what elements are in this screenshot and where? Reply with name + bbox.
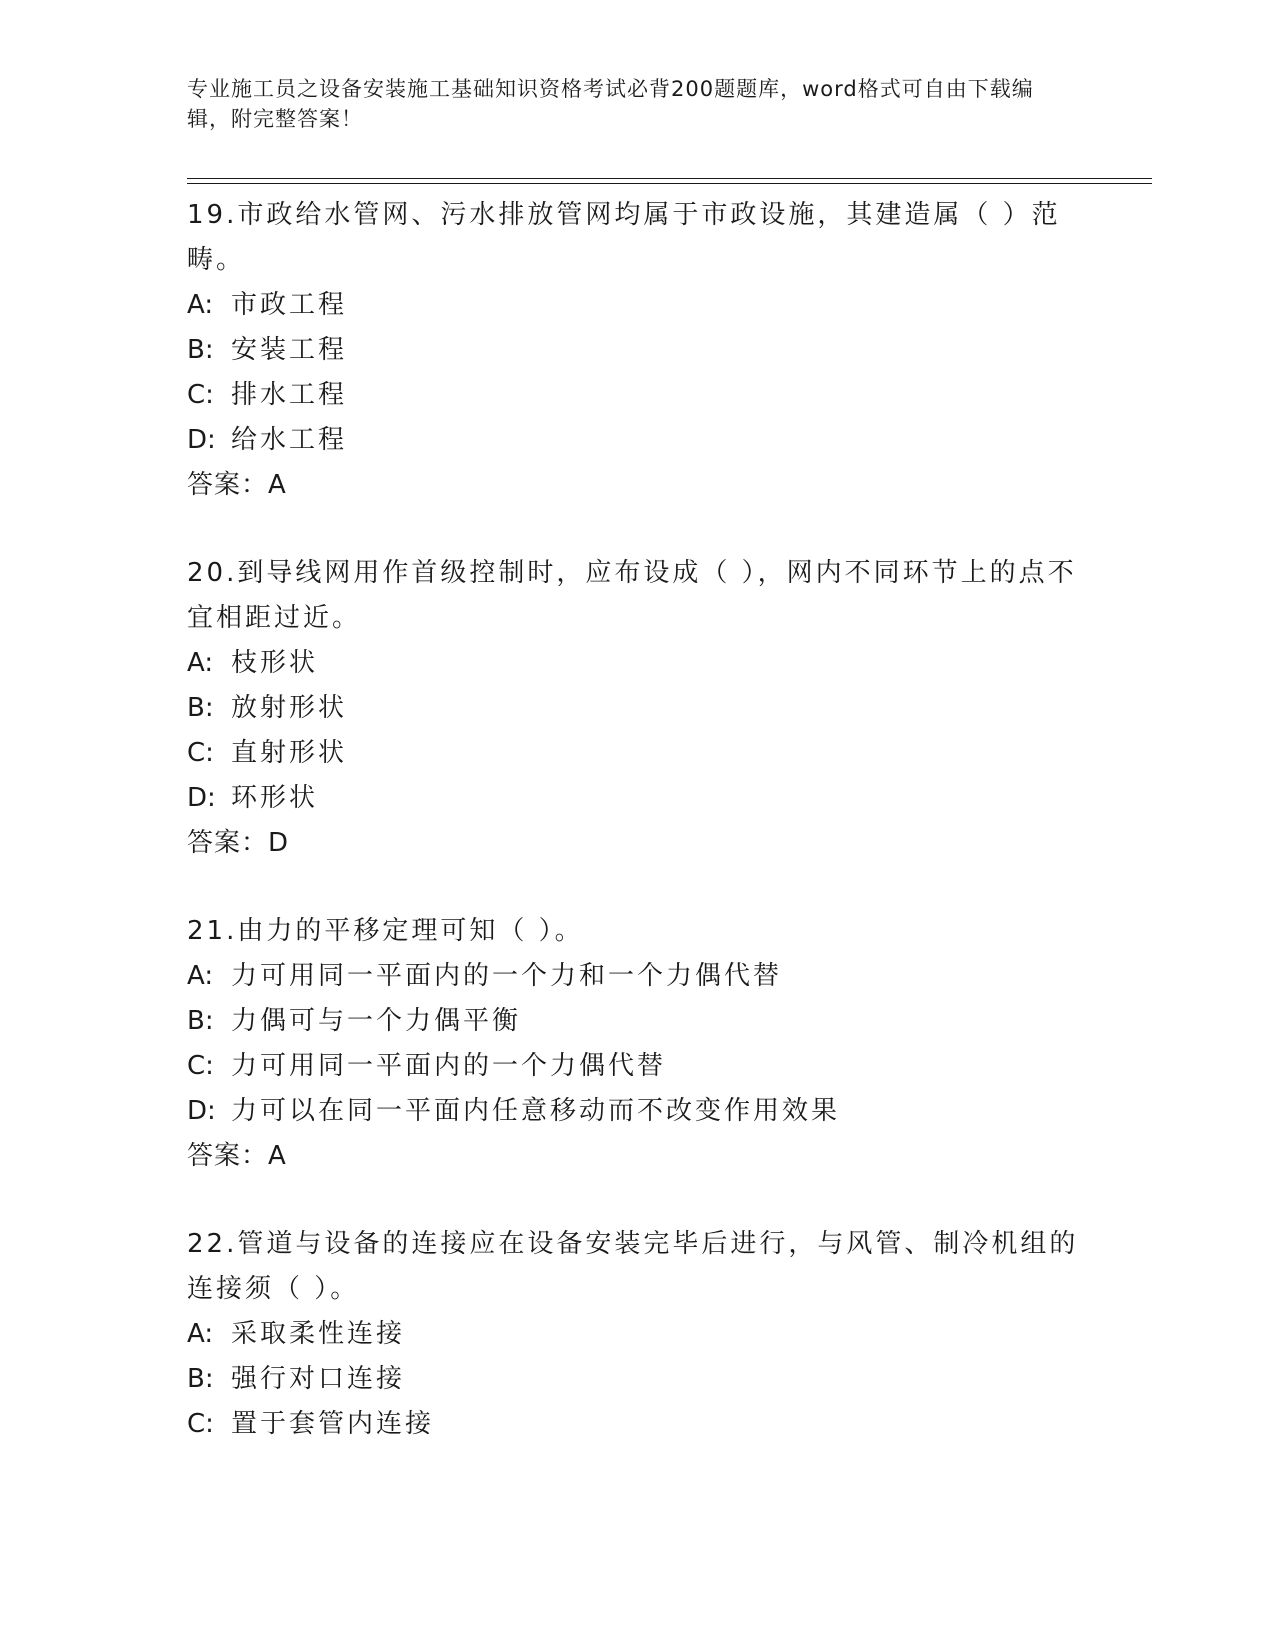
option-b	[187, 999, 1087, 1044]
question-21	[187, 909, 1087, 1179]
question-stem: 19.市政给水管网、污水排放管网均属于市政设施，其建造属（ ）范畴。	[187, 200, 1061, 275]
option-d	[187, 418, 1087, 463]
option-text: 采取柔性连接	[231, 1319, 406, 1349]
option-letter: B:	[187, 1006, 214, 1036]
option-text: 置于套管内连接	[231, 1409, 435, 1439]
option-text: 力可用同一平面内的一个力和一个力偶代替	[231, 961, 783, 991]
answer-line	[187, 821, 1087, 866]
option-c	[187, 1044, 1087, 1089]
option-letter: B:	[187, 335, 214, 365]
option-d	[187, 1089, 1087, 1134]
option-b	[187, 686, 1087, 731]
option-text: 枝形状	[231, 648, 319, 678]
option-a	[187, 283, 1087, 328]
option-text: 市政工程	[231, 290, 348, 320]
option-letter: D:	[187, 425, 216, 455]
header-divider-bottom	[187, 183, 1152, 184]
option-letter: C:	[187, 1051, 214, 1081]
option-c	[187, 373, 1087, 418]
option-letter: A:	[187, 290, 214, 320]
answer-line	[187, 463, 1087, 508]
option-text: 强行对口连接	[231, 1364, 406, 1394]
option-text: 给水工程	[231, 425, 348, 455]
option-letter: D:	[187, 1096, 216, 1126]
option-letter: A:	[187, 1319, 214, 1349]
option-letter: C:	[187, 1409, 214, 1439]
option-a	[187, 954, 1087, 999]
option-a	[187, 641, 1087, 686]
answer-label: 答案：	[187, 470, 269, 500]
option-text: 力可以在同一平面内任意移动而不改变作用效果	[231, 1096, 841, 1126]
option-c	[187, 731, 1087, 776]
option-letter: A:	[187, 961, 214, 991]
option-text: 直射形状	[231, 738, 348, 768]
option-letter: A:	[187, 648, 214, 678]
answer-value: A	[268, 1141, 287, 1171]
option-letter: D:	[187, 783, 216, 813]
document-header: 专业施工员之设备安装施工基础知识资格考试必背200题题库，word格式可自由下载编辑，附完整答案！	[187, 77, 1034, 131]
answer-value: A	[268, 470, 287, 500]
question-stem: 20.到导线网用作首级控制时，应布设成（ ），网内不同环节上的点不宜相距过近。	[187, 558, 1077, 633]
option-b	[187, 1357, 1087, 1402]
option-text: 力可用同一平面内的一个力偶代替	[231, 1051, 667, 1081]
option-d	[187, 776, 1087, 821]
answer-label: 答案：	[187, 828, 269, 858]
question-22	[187, 1222, 1087, 1447]
option-text: 排水工程	[231, 380, 348, 410]
option-a	[187, 1312, 1087, 1357]
option-letter: C:	[187, 738, 214, 768]
option-c	[187, 1402, 1087, 1447]
question-stem: 22.管道与设备的连接应在设备安装完毕后进行，与风管、制冷机组的连接须（ ）。	[187, 1229, 1079, 1304]
question-19	[187, 193, 1087, 508]
option-text: 力偶可与一个力偶平衡	[231, 1006, 522, 1036]
option-text: 放射形状	[231, 693, 348, 723]
answer-value: D	[268, 828, 290, 858]
answer-line	[187, 1134, 1087, 1179]
option-b	[187, 328, 1087, 373]
question-stem: 21.由力的平移定理可知（ ）。	[187, 916, 584, 946]
option-text: 安装工程	[231, 335, 348, 365]
header-divider-top	[187, 178, 1152, 179]
question-list	[187, 193, 1087, 1490]
question-20	[187, 551, 1087, 866]
answer-label: 答案：	[187, 1141, 269, 1171]
option-letter: C:	[187, 380, 214, 410]
option-letter: B:	[187, 1364, 214, 1394]
option-letter: B:	[187, 693, 214, 723]
option-text: 环形状	[231, 783, 319, 813]
